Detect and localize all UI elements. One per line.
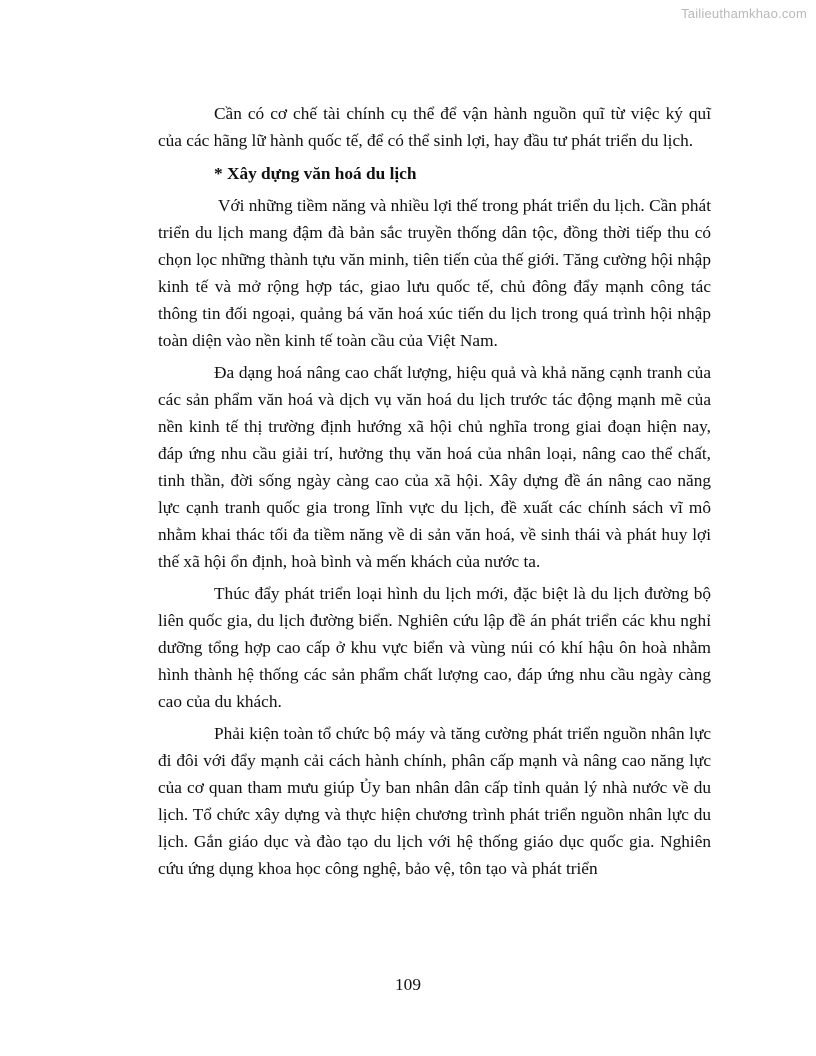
paragraph-intro: Cần có cơ chế tài chính cụ thể để vận hành nguồn quĩ từ việc ký quĩ của các hãng lữ hành quốc tế, để có thể sinh lợi, hay đầu tư phát triển du lịch.: [158, 104, 711, 150]
section-heading: * Xây dựng văn hoá du lịch: [214, 164, 417, 183]
paragraph-3: Thúc đẩy phát triển loại hình du lịch mới, đặc biệt là du lịch đường bộ liên quốc gia, du lịch đường biển. Nghiên cứu lập đề án phát triển các khu nghỉ dưỡng tổng hợp cao cấp ở khu vực biển và vùng núi có khí hậu ôn hoà nhằm hình thành hệ thống các sản phẩm chất lượng cao, đáp ứng nhu cầu ngày càng cao của du khách.: [158, 584, 711, 711]
paragraph-4: Phải kiện toàn tổ chức bộ máy và tăng cường phát triển nguồn nhân lực đi đôi với đẩy mạnh cải cách hành chính, phân cấp mạnh và nâng cao năng lực của cơ quan tham mưu giúp Ủy ban nhân dân cấp tỉnh quản lý nhà nước về du lịch. Tổ chức xây dựng và thực hiện chương trình phát triển nguồn nhân lực du lịch. Gắn giáo dục và đào tạo du lịch với hệ thống giáo dục quốc gia. Nghiên cứu ứng dụng khoa học công nghệ, bảo vệ, tôn tạo và phát triển: [158, 724, 711, 878]
paragraph-1: Với những tiềm năng và nhiều lợi thế trong phát triển du lịch. Cần phát triển du lịch mang đậm đà bản sắc truyền thống dân tộc, đồng thời tiếp thu có chọn lọc những thành tựu văn minh, tiên tiến của thế giới. Tăng cường hội nhập kinh tế và mở rộng hợp tác, giao lưu quốc tế, chủ đông đẩy mạnh công tác thông tin đối ngoại, quảng bá văn hoá xúc tiến du lịch trong quá trình hội nhập toàn diện vào nền kinh tế toàn cầu của Việt Nam.: [158, 196, 711, 350]
page-number: 109: [395, 975, 421, 994]
paragraph-2: Đa dạng hoá nâng cao chất lượng, hiệu quả và khả năng cạnh tranh của các sản phẩm văn hoá và dịch vụ văn hoá du lịch trước tác động mạnh mẽ của nền kinh tế thị trường định hướng xã hội chủ nghĩa trong giai đoạn hiện nay, đáp ứng nhu cầu giải trí, hưởng thụ văn hoá của nhân loại, nâng cao thể chất, tinh thần, đời sống ngày càng cao của xã hội. Xây dựng đề án nâng cao năng lực cạnh tranh quốc gia trong lĩnh vực du lịch, đề xuất các chính sách vĩ mô nhằm khai thác tối đa tiềm năng về di sản văn hoá, về sinh thái và phát huy lợi thế xã hội ổn định, hoà bình và mến khách của nước ta.: [158, 363, 711, 571]
document-body: [158, 100, 711, 882]
watermark: Tailieuthamkhao.com: [681, 6, 807, 21]
